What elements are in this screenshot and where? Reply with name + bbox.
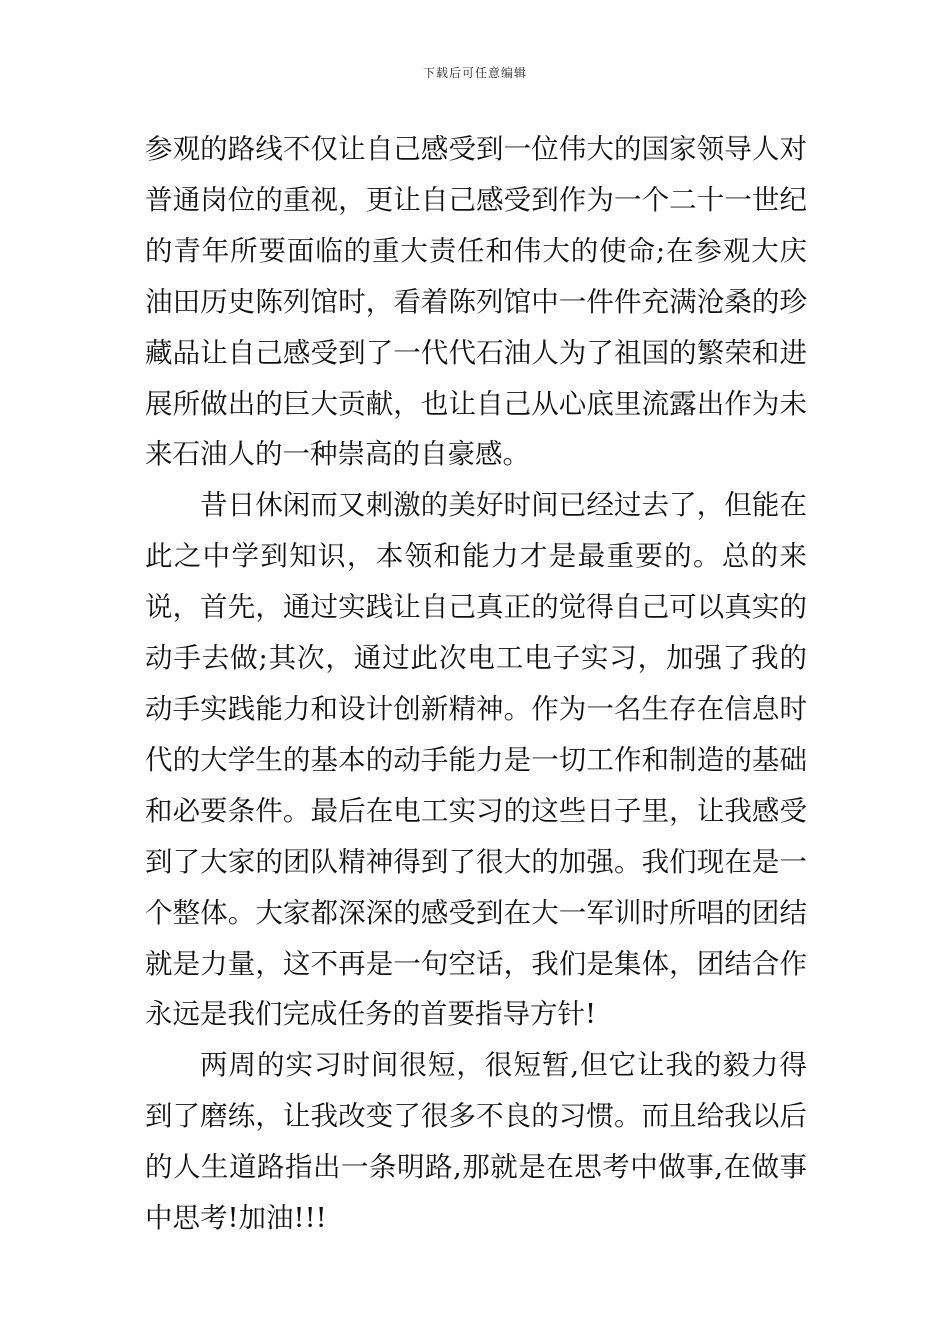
paragraph-3: 两周的实习时间很短，很短暂,但它让我的毅力得到了磨练，让我改变了很多不良的习惯。而且给我以后的人生道路指出一条明路,那就是在思考中做事,在做事中思考!加油!!! [145, 1049, 807, 1235]
page-header: 下载后可任意编辑 [422, 66, 527, 80]
paragraph-2: 昔日休闲而又刺激的美好时间已经过去了，但能在此之中学到知识，本领和能力才是最重要的。总的来说，首先，通过实践让自己真正的觉得自己可以真实的动手去做;其次，通过此次电工电子实习，加强了我的动手实践能力和设计创新精神。作为一名生存在信息时代的大学生的基本的动手能力是一切工作和制造的基础和必要条件。最后在电工实习的这些日子里，让我感受到了大家的团队精神得到了很大的加强。我们现在是一个整体。大家都深深的感受到在大一军训时所唱的团结就是力量，这不再是一句空话，我们是集体，团结合作永远是我们完成任务的首要指导方针! [145, 489, 807, 1031]
paragraph-1: 参观的路线不仅让自己感受到一位伟大的国家领导人对普通岗位的重视，更让自己感受到作为一个二十一世纪的青年所要面临的重大责任和伟大的使命;在参观大庆油田历史陈列馆时，看着陈列馆中一件件充满沧桑的珍藏品让自己感受到了一代代石油人为了祖国的繁荣和进展所做出的巨大贡献，也让自己从心底里流露出作为未来石油人的一种崇高的自豪感。 [145, 133, 807, 471]
document-body [145, 124, 807, 1244]
